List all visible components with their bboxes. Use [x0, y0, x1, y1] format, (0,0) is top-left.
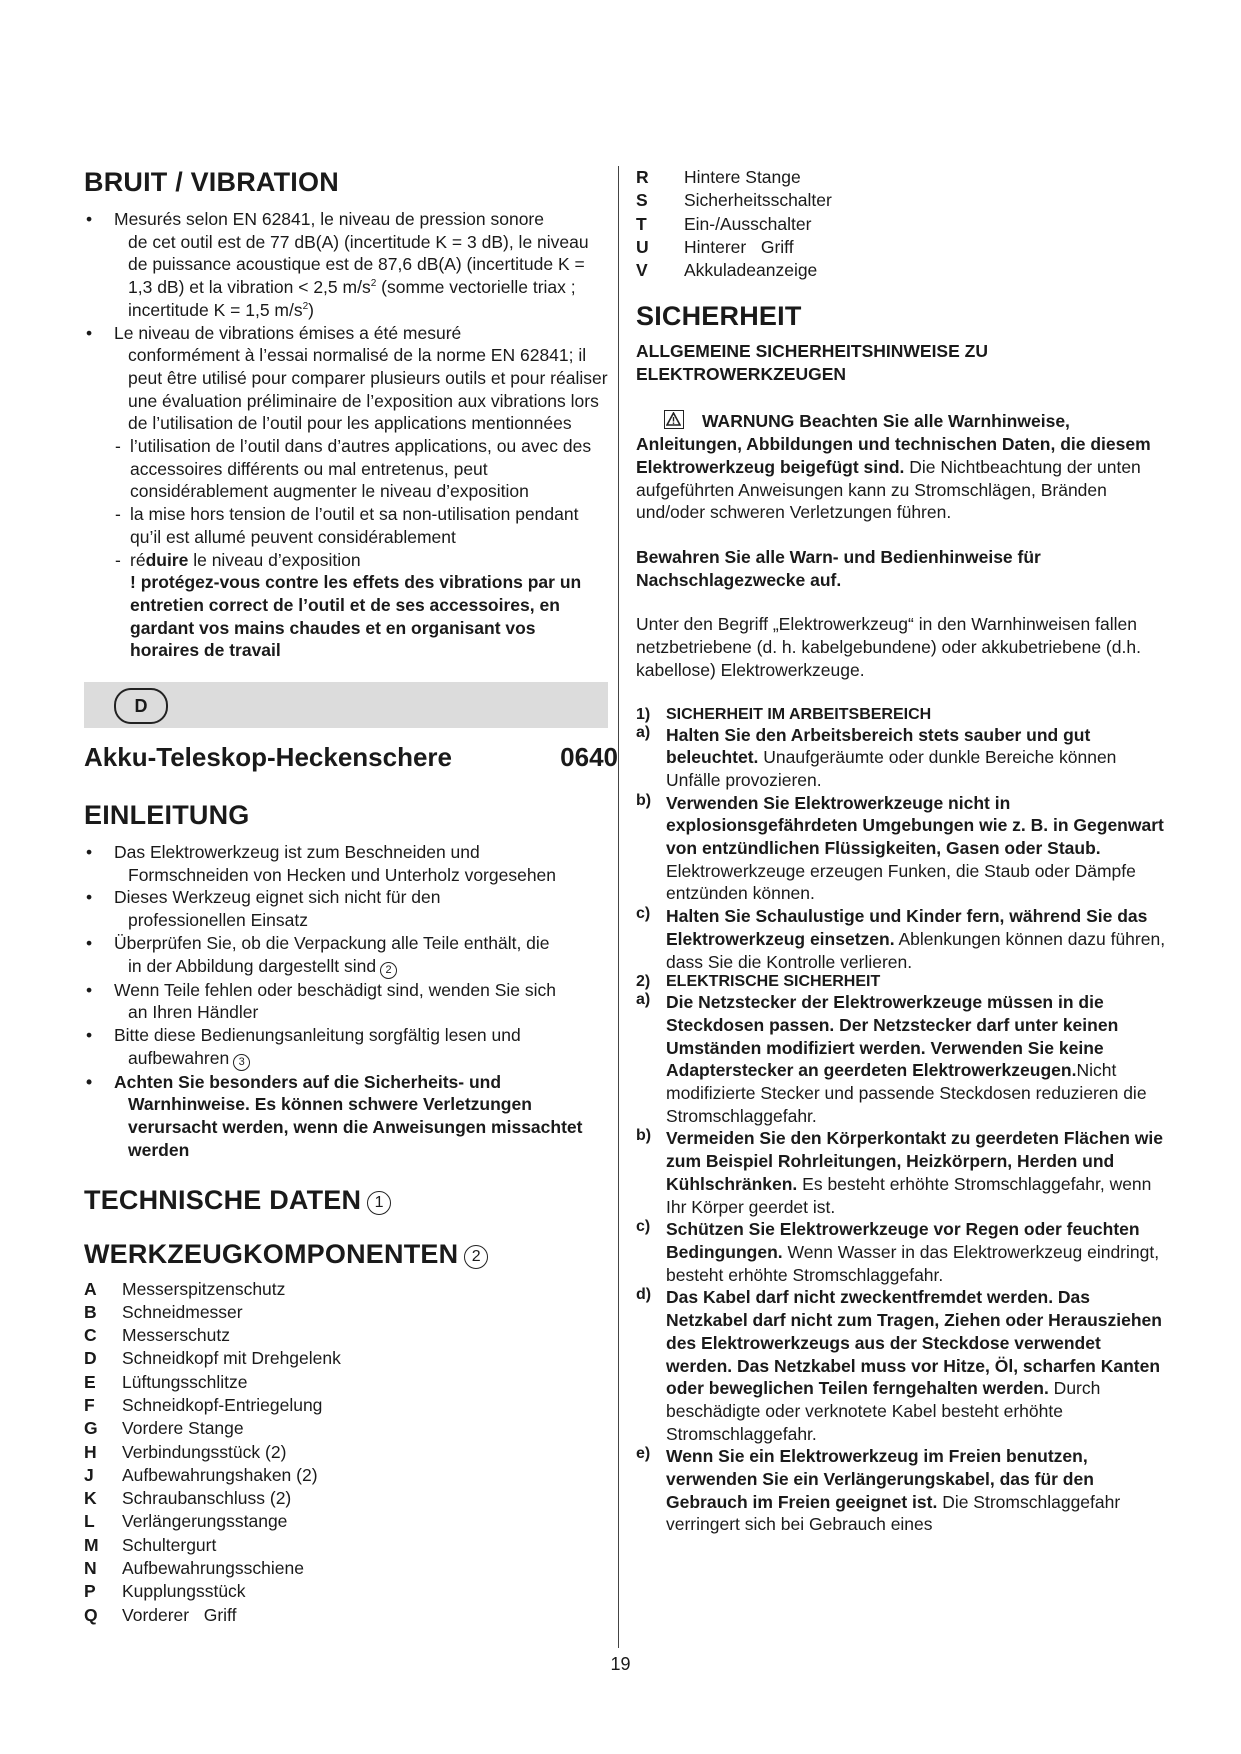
list-item: - réduire le niveau d’exposition: [115, 549, 608, 572]
component-item: R Hintere Stange: [636, 167, 801, 187]
component-item: C Messerschutz: [84, 1325, 230, 1346]
list-item: • Das Elektrowerkzeug ist zum Beschneiden und Formschneiden von Hecken und Unterholz vorgesehen: [84, 841, 608, 886]
component-item: A Messerspitzenschutz: [84, 1278, 286, 1299]
subsection-heading-1: 1) SICHERHEIT IM ARBEITSBEREICH: [636, 705, 932, 723]
component-item: L Verlängerungsstange: [84, 1511, 288, 1532]
list-item: • Wenn Teile fehlen oder beschädigt sind, wenden Sie sich an Ihren Händler: [84, 979, 608, 1024]
component-item: B Schneidmesser: [84, 1301, 243, 1322]
section-title-komponenten: WERKZEUGKOMPONENTEN 2: [84, 1238, 608, 1270]
component-item: N Aufbewahrungsschiene: [84, 1558, 304, 1579]
language-badge: D: [114, 688, 168, 724]
section-title-sicherheit: SICHERHEIT: [636, 301, 802, 332]
rule-item: a) Halten Sie den Arbeitsbereich stets sauber und gut beleuchtet. Unaufgeräumte oder dunkle Bereiche können Unfälle provozieren.: [636, 723, 1117, 790]
left-column: [84, 166, 618, 1627]
list-item: • Le niveau de vibrations émises a été mesuré conformément à l’essai normalisé de la norme EN 62841; il peut être utilisé pour comparer plusieurs outils et pour réaliser une évaluation préliminaire de l’exposition aux vibrations lors de l’utilisation de l’outil pour les applications mentionnées: [84, 322, 608, 436]
product-line: [84, 742, 618, 773]
list-item: • Bitte diese Bedienungsanleitung sorgfältig lesen und aufbewahren 3: [84, 1024, 608, 1071]
rule-item: d) Das Kabel darf nicht zweckentfremdet werden. Das Netzkabel darf nicht zum Tragen, Ziehen oder Herausziehen des Elektrowerkzeugs aus der Steckdose verwendet werden. Das Netzkabel muss vor Hitze, Öl, scharfen Kanten oder beweglichen Teilen ferngehalten werden. Durch beschädigte oder verknotete Kabel besteht erhöhte Stromschlaggefahr.: [636, 1286, 1162, 1444]
component-item: G Vordere Stange: [84, 1418, 244, 1439]
component-item: J Aufbewahrungshaken (2): [84, 1464, 318, 1485]
section-title-technische-daten: TECHNISCHE DATEN 1: [84, 1184, 608, 1216]
component-item: U Hinterer Griff: [636, 236, 794, 257]
component-item: S Sicherheitsschalter: [636, 190, 832, 211]
language-banner: [84, 682, 608, 728]
keep-instructions: Bewahren Sie alle Warn- und Bedienhinweise für Nachschlagezwecke auf.: [636, 547, 1041, 590]
section-subtitle: ALLGEMEINE SICHERHEITSHINWEISE ZU ELEKTROWERKZEUGEN: [636, 341, 988, 385]
figure-ref-icon: 2: [380, 962, 397, 979]
list-item: - l’utilisation de l’outil dans d’autres applications, ou avec des accessoires différents ou mal entretenus, peut considérablement augmenter le niveau d’exposition: [115, 435, 608, 503]
components-list-continued: [636, 166, 1166, 282]
component-item: F Schneidkopf-Entriegelung: [84, 1394, 323, 1415]
list-item: • Dieses Werkzeug eignet sich nicht für den professionellen Einsatz: [84, 886, 608, 931]
rules-list-1: [636, 724, 1166, 974]
component-item: K Schraubanschluss (2): [84, 1488, 292, 1509]
components-list: [84, 1278, 608, 1627]
subsection-heading-2: 2) ELEKTRISCHE SICHERHEIT: [636, 973, 881, 991]
rule-item: b) Vermeiden Sie den Körperkontakt zu geerdeten Flächen wie zum Beispiel Rohrleitungen, Heizkörpern, Herden und Kühlschränken. Es besteht erhöhte Stromschlaggefahr, wenn Ihr Körper geerdet ist.: [636, 1127, 1163, 1217]
warning-icon: [664, 410, 684, 429]
list-item: • Achten Sie besonders auf die Sicherheits- und Warnhinweise. Es können schwere Verletzungen verursacht werden, wenn die Anweisungen missachtet werden: [84, 1071, 608, 1162]
rules-list-2: [636, 991, 1166, 1536]
list-item: • Überprüfen Sie, ob die Verpackung alle Teile enthält, die in der Abbildung dargestellt sind 2: [84, 932, 608, 979]
section-title-bruit: BRUIT / VIBRATION: [84, 167, 339, 197]
right-column: [636, 166, 1166, 1536]
component-item: H Verbindungsstück (2): [84, 1441, 287, 1462]
component-item: D Schneidkopf mit Drehgelenk: [84, 1348, 341, 1369]
rule-item: c) Halten Sie Schaulustige und Kinder fern, während Sie das Elektrowerkzeug einsetzen. Ablenkungen können dazu führen, dass Sie die Kontrolle verlieren.: [636, 905, 1166, 972]
rule-item: c) Schützen Sie Elektrowerkzeuge vor Regen oder feuchten Bedingungen. Wenn Wasser in das Elektrowerkzeug eindringt, besteht erhöhte Stromschlaggefahr.: [636, 1218, 1160, 1285]
definition-paragraph: Unter den Begriff „Elektrowerkzeug“ in den Warnhinweisen fallen netzbetriebene (d. h. kabelgebundene) oder akkubetriebene (d.h. kabellose) Elektrowerkzeuge.: [636, 614, 1141, 680]
figure-ref-icon: 2: [464, 1245, 488, 1269]
component-item: P Kupplungsstück: [84, 1581, 246, 1602]
einleitung-list: [84, 841, 608, 1161]
warning-paragraph: WARNUNG Beachten Sie alle Warnhinweise, Anleitungen, Abbildungen und technischen Daten, die diesem Elektrowerkzeug beigefügt sind. Die Nichtbeachtung der unten aufgeführten Anweisungen kann zu Stromschlägen, Bränden und/oder schweren Verletzungen führen.: [636, 411, 1151, 523]
rule-item: b) Verwenden Sie Elektrowerkzeuge nicht in explosionsgefährdeten Umgebungen wie z. B. in Gegenwart von entzündlichen Flüssigkeiten, Gasen oder Staub. Elektrowerkzeuge erzeugen Funken, die Staub oder Dämpfe entzünden können.: [636, 791, 1164, 904]
bruit-dash-list: [84, 435, 608, 571]
component-item: M Schultergurt: [84, 1534, 217, 1555]
protect-note: ! protégez-vous contre les effets des vibrations par un entretien correct de l’outil et de ses accessoires, en gardant vos mains chaudes et en organisant vos horaires de travail: [130, 572, 582, 661]
page-number: 19: [610, 1654, 631, 1674]
list-item: • Mesurés selon EN 62841, le niveau de pression sonore de cet outil est de 77 dB(A) (incertitude K = 3 dB), le niveau de puissance acoustique est de 87,6 dB(A) (incertitude K = 1,3 dB) et la vibration < 2,5 $m/s^2$ (somme vectorielle triax ; incertitude K = 1,5 $m/s^2$): [84, 208, 608, 322]
product-code: 0640: [560, 742, 618, 773]
column-divider: [618, 166, 619, 1648]
rule-item: e) Wenn Sie ein Elektrowerkzeug im Freien benutzen, verwenden Sie ein Verlängerungskabel, das für den Gebrauch im Freien geeignet ist. Die Stromschlaggefahr verringert sich bei Gebrauch eines: [636, 1445, 1121, 1535]
list-item: - la mise hors tension de l’outil et sa non-utilisation pendant qu’il est allumé peuvent considérablement: [115, 503, 608, 548]
figure-ref-icon: 3: [233, 1054, 250, 1071]
product-name: Akku-Teleskop-Heckenschere: [84, 742, 453, 773]
section-title-einleitung: EINLEITUNG: [84, 800, 250, 831]
component-item: Q Vorderer Griff: [84, 1604, 237, 1625]
bruit-list: [84, 208, 608, 435]
component-item: T Ein-/Ausschalter: [636, 213, 812, 234]
component-item: V Akkuladeanzeige: [636, 260, 818, 281]
rule-item: a) Die Netzstecker der Elektrowerkzeuge müssen in die Steckdosen passen. Der Netzstecker darf unter keinen Umständen modifiziert werden. Verwenden Sie keine Adapterstecker an geerdeten Elektrowerkzeugen.Nicht modifizierte Stecker und passende Steckdosen reduzieren die Stromschlaggefahr.: [636, 991, 1147, 1126]
figure-ref-icon: 1: [367, 1191, 391, 1215]
component-item: E Lüftungsschlitze: [84, 1371, 248, 1392]
